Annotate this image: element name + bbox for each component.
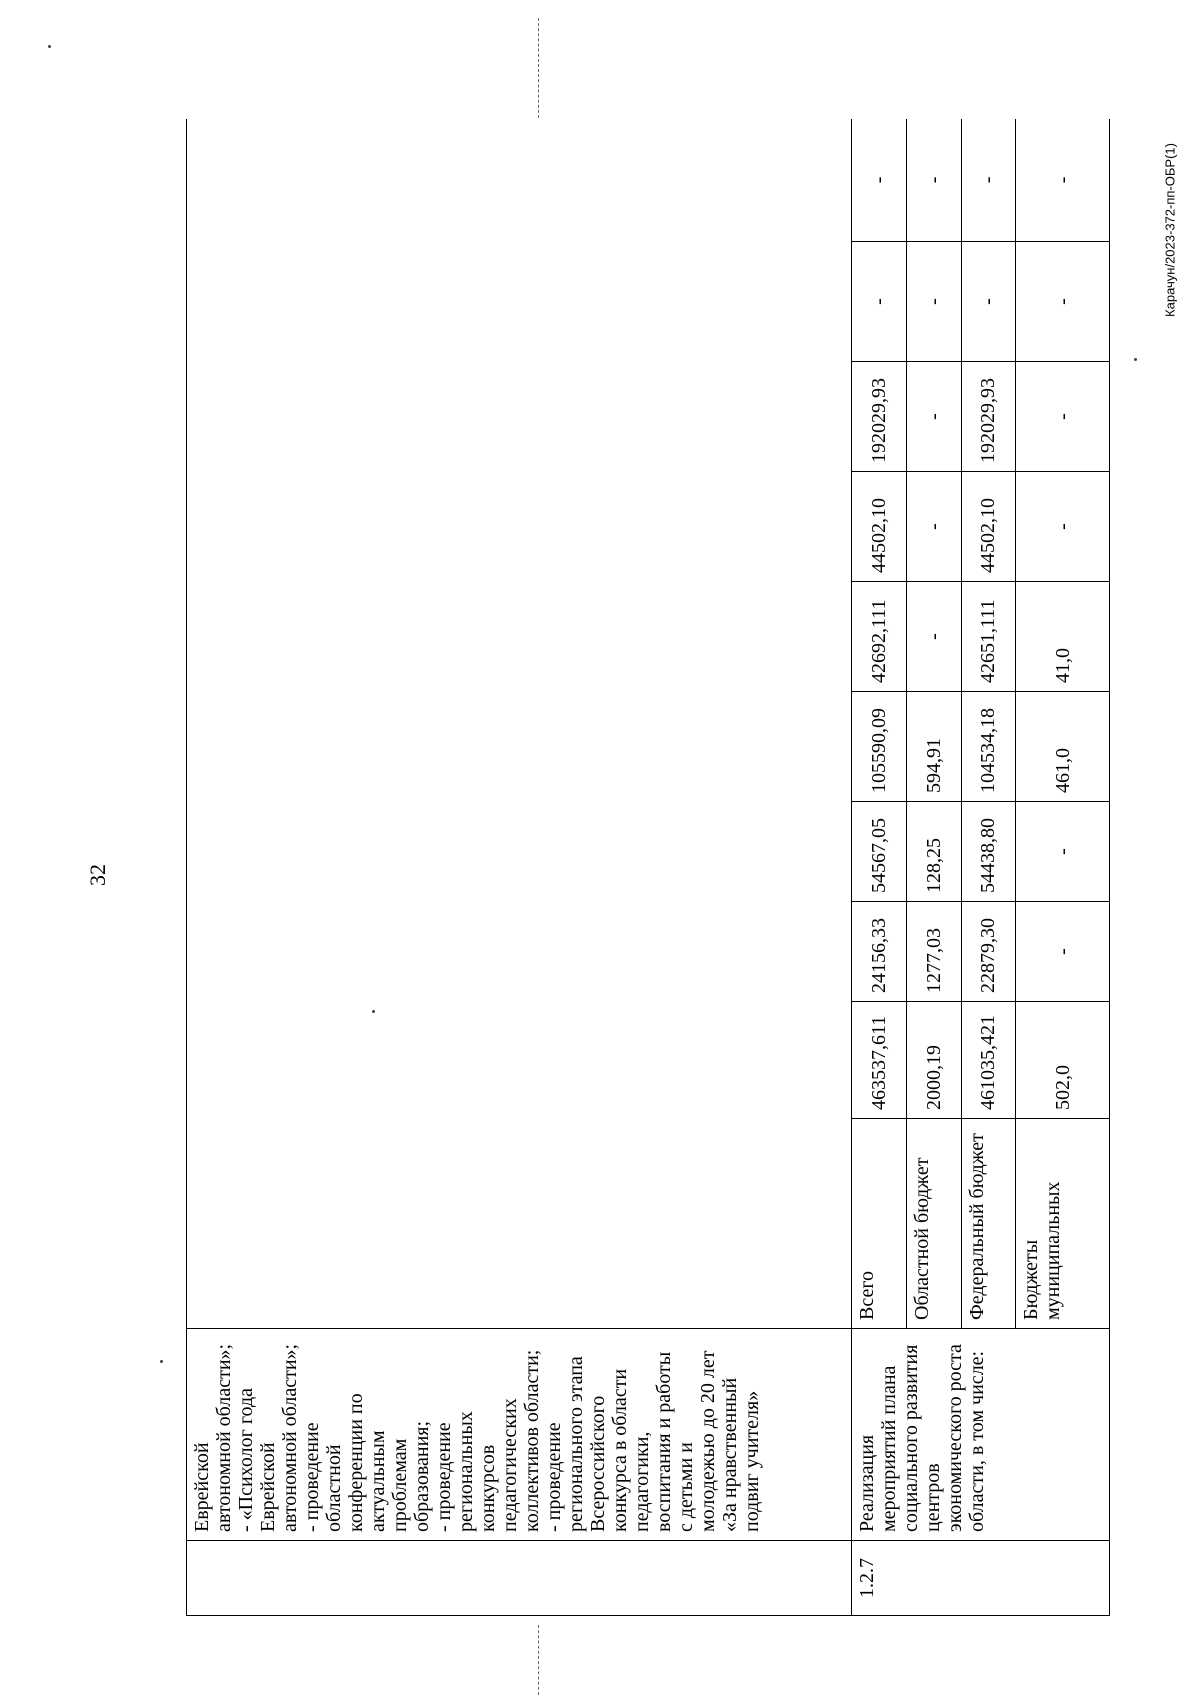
table-cell: 41,0 bbox=[1016, 582, 1110, 692]
continued-row bbox=[187, 119, 852, 1616]
table-cell: - bbox=[961, 119, 1016, 242]
funding-source: Всего bbox=[852, 1119, 907, 1329]
funding-source: Бюджеты муниципальных bbox=[1016, 1119, 1110, 1329]
table-cell: - bbox=[1016, 362, 1110, 472]
table-cell: - bbox=[906, 242, 961, 362]
table-cell: 22879,30 bbox=[961, 902, 1016, 1002]
item-title: Реализация мероприятий плана социального развития центров экономического роста области, в том числе: bbox=[852, 1329, 1110, 1541]
budget-table bbox=[186, 119, 1110, 1616]
cut-line-top bbox=[538, 18, 539, 118]
table-cell: 44502,10 bbox=[852, 472, 907, 582]
table-cell: 42692,111 bbox=[852, 582, 907, 692]
document-code: Карачун/2023-372-пп-ОБР(1) bbox=[1162, 143, 1178, 317]
table-cell: 24156,33 bbox=[852, 902, 907, 1002]
table-row bbox=[852, 119, 907, 1616]
table-cell: - bbox=[1016, 802, 1110, 902]
cut-line-bottom bbox=[538, 1625, 539, 1695]
item-number: 1.2.7 bbox=[852, 1541, 1110, 1616]
speck bbox=[48, 45, 51, 48]
table-cell: 192029,93 bbox=[961, 362, 1016, 472]
table-cell: - bbox=[1016, 472, 1110, 582]
table-cell: 54438,80 bbox=[961, 802, 1016, 902]
page-number: 32 bbox=[85, 864, 110, 886]
table-cell: - bbox=[852, 119, 907, 242]
table-cell: - bbox=[906, 119, 961, 242]
table-cell: 104534,18 bbox=[961, 692, 1016, 802]
table-cell: - bbox=[906, 362, 961, 472]
table-cell: - bbox=[852, 242, 907, 362]
budget-grid bbox=[186, 119, 1110, 1616]
table-cell: - bbox=[906, 472, 961, 582]
continued-activity-text: Еврейской автономной области»; - «Психолог года Еврейской автономной области»; - проведение областной конференции по актуальным проблемам образования; - проведение региональных конкурсов педагогических коллективов области; - проведение регионального этапа Всероссийского конкурса в области педагогики, воспитания и работы с детьми и молодежью до 20 лет «За нравственный подвиг учителя» bbox=[187, 1329, 852, 1541]
table-cell: - bbox=[1016, 119, 1110, 242]
continued-number-cell bbox=[187, 1541, 852, 1616]
table-cell: - bbox=[906, 582, 961, 692]
funding-source: Областной бюджет bbox=[906, 1119, 961, 1329]
table-cell: 1277,03 bbox=[906, 902, 961, 1002]
table-cell: 463537,611 bbox=[852, 1002, 907, 1119]
table-cell: 2000,19 bbox=[906, 1002, 961, 1119]
speck bbox=[1134, 358, 1137, 361]
table-cell: - bbox=[1016, 242, 1110, 362]
continued-empty-cells bbox=[187, 119, 852, 1329]
table-cell: 54567,05 bbox=[852, 802, 907, 902]
table-cell: 502,0 bbox=[1016, 1002, 1110, 1119]
table-cell: 461,0 bbox=[1016, 692, 1110, 802]
table-cell: - bbox=[961, 242, 1016, 362]
speck bbox=[160, 1360, 163, 1363]
table-cell: 44502,10 bbox=[961, 472, 1016, 582]
table-cell: 461035,421 bbox=[961, 1002, 1016, 1119]
table-cell: 105590,09 bbox=[852, 692, 907, 802]
table-cell: 594,91 bbox=[906, 692, 961, 802]
funding-source: Федеральный бюджет bbox=[961, 1119, 1016, 1329]
table-cell: 192029,93 bbox=[852, 362, 907, 472]
table-cell: 128,25 bbox=[906, 802, 961, 902]
table-cell: 42651,111 bbox=[961, 582, 1016, 692]
table-cell: - bbox=[1016, 902, 1110, 1002]
